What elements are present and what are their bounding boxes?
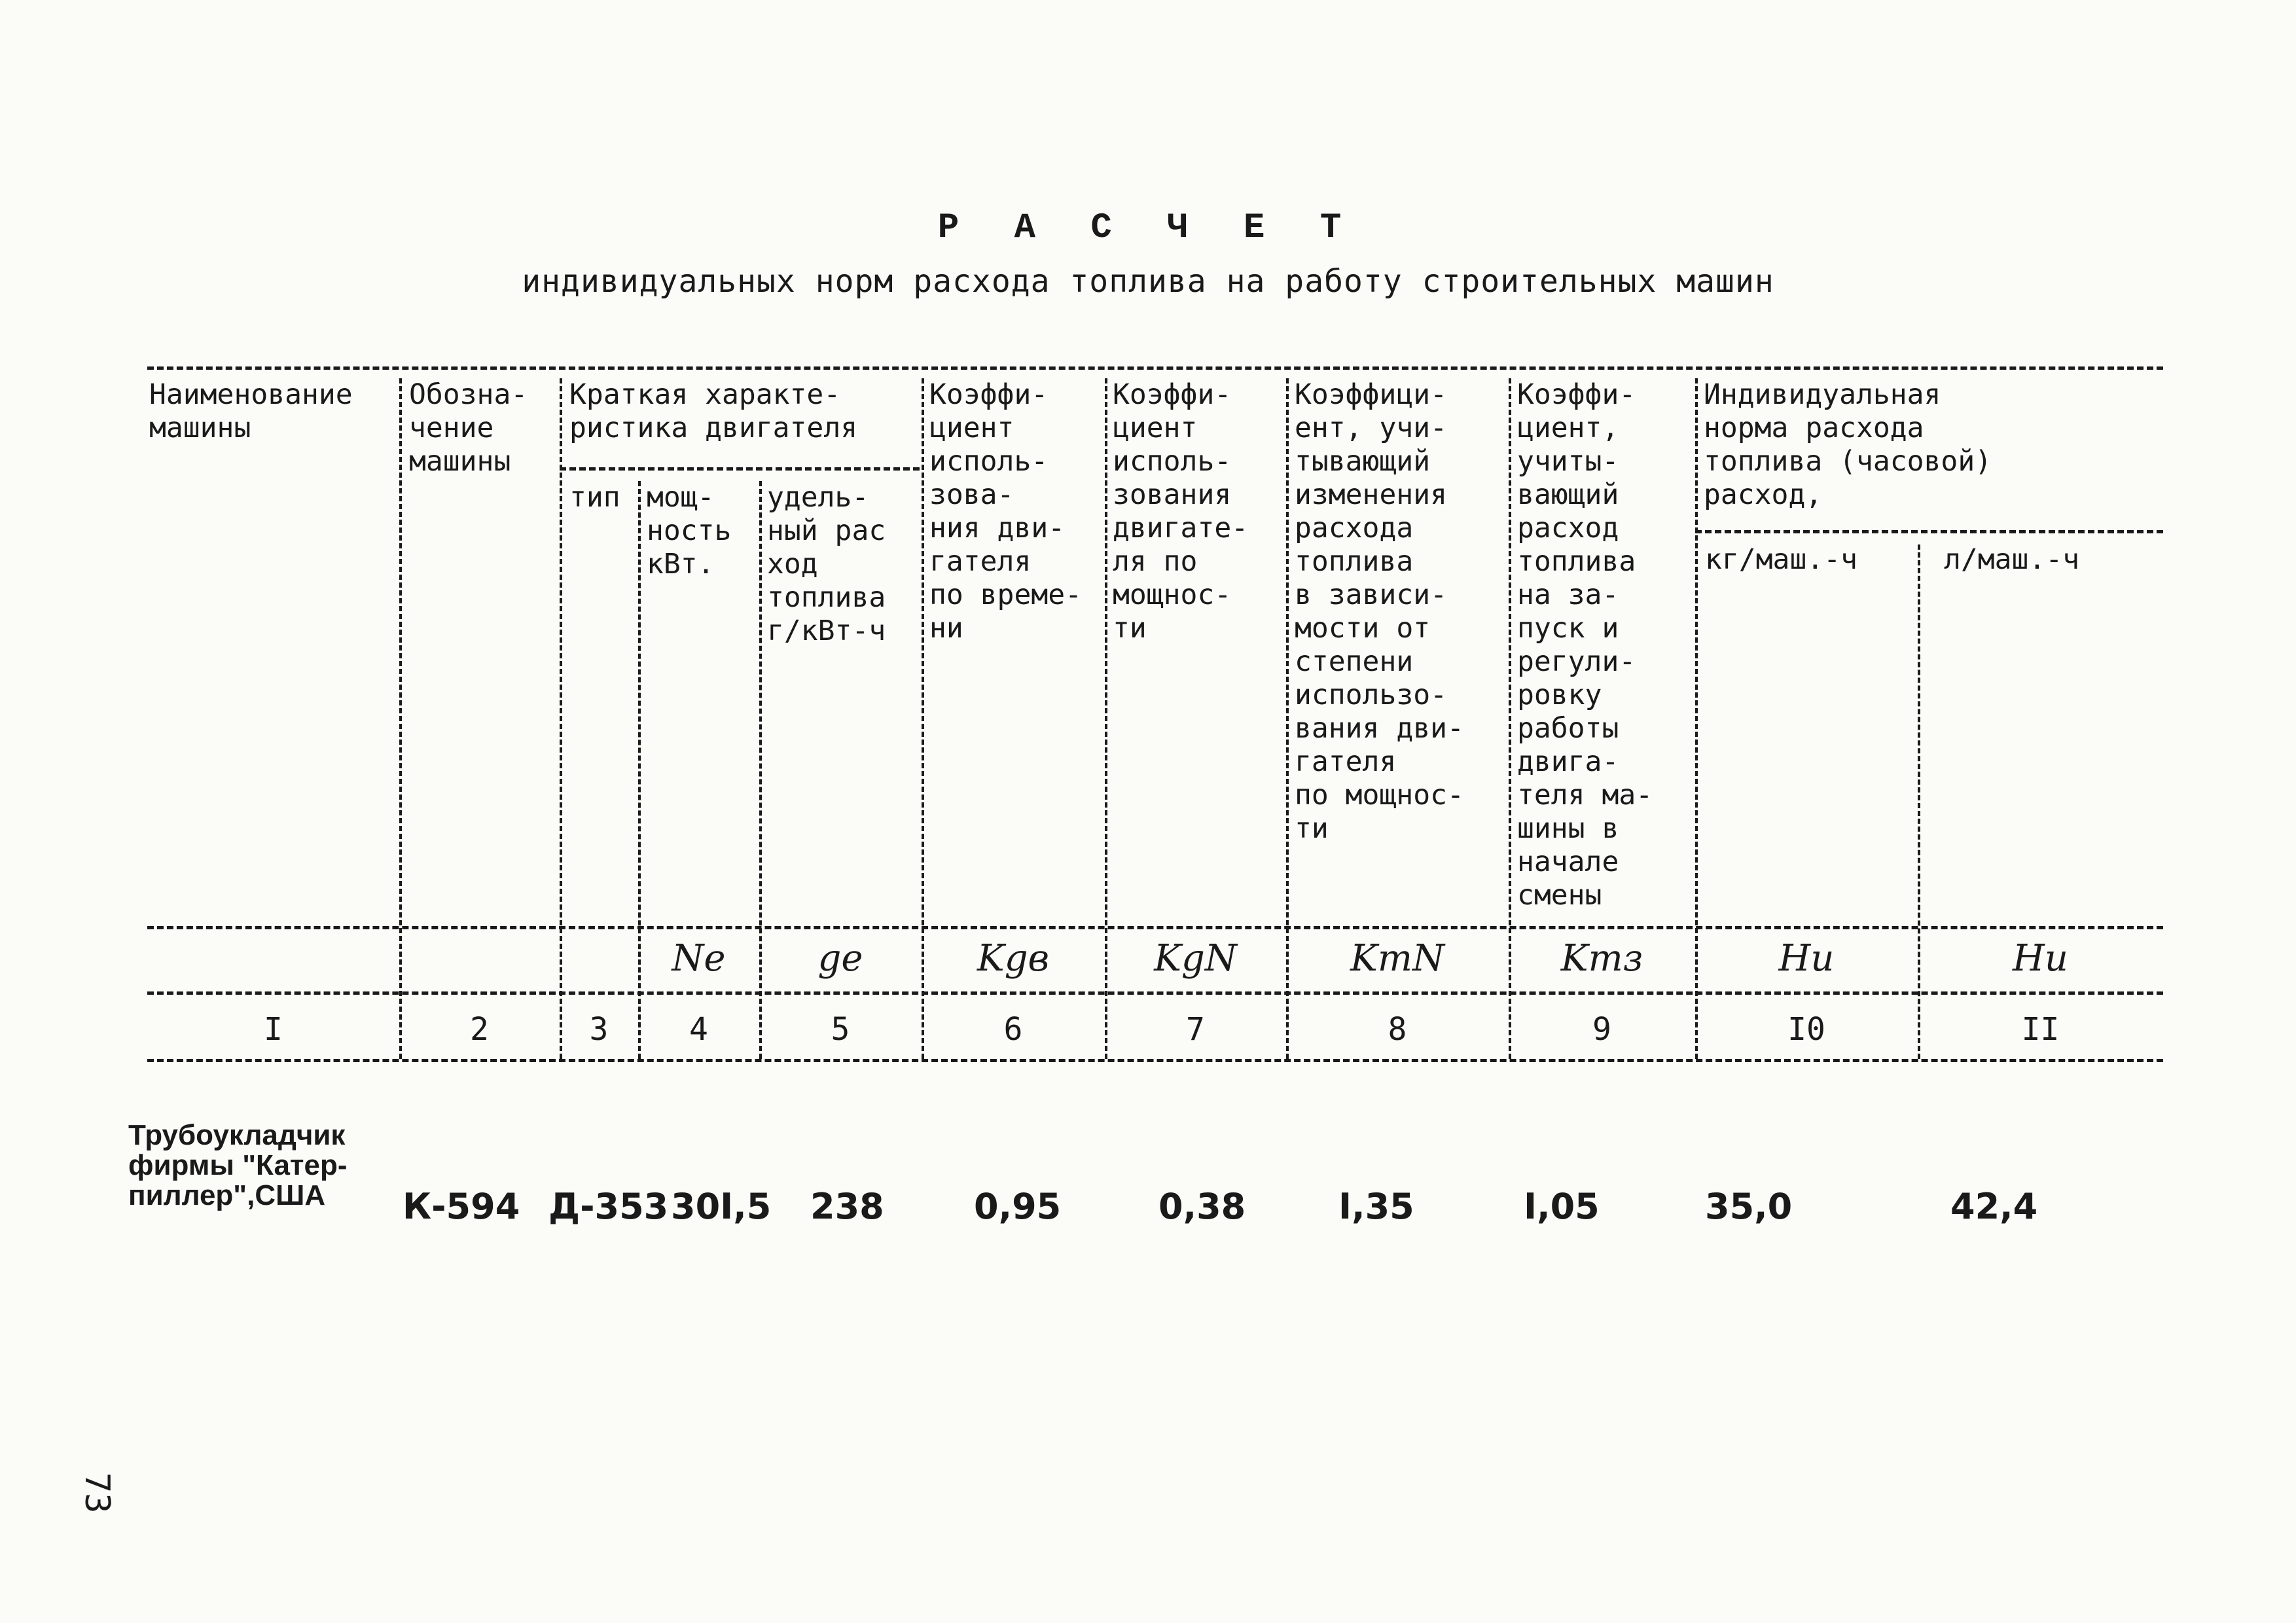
header-norm-group: Индивидуальная норма расхода топлива (часовой) расход, [1704,378,1992,511]
engine-group-rule [560,467,920,471]
column-number: 5 [831,1011,850,1048]
symbol-l: Hи [2013,937,2068,980]
row-designation: К-594 [403,1186,520,1227]
column-number: 9 [1592,1011,1611,1048]
symbol-k-power: KgN [1154,937,1237,980]
row-k-start: I,05 [1524,1186,1600,1227]
row-specific-consumption: 238 [810,1186,884,1227]
numbers-bottom-rule [147,1059,2163,1062]
page-subtitle: индивидуальных норм расхода топлива на работу строительных машин [522,263,1774,300]
table-top-rule [147,366,2163,370]
column-number: 3 [589,1011,609,1048]
symbol-power: Ne [672,937,726,980]
column-divider [560,378,562,1059]
norm-group-rule [1695,530,2163,533]
column-number: 7 [1186,1011,1205,1048]
page-title: Р А С Ч Е Т [937,208,1359,248]
header-k-time: Коэффи- циент исполь- зова- ния дви- гателя по време- ни [929,378,1082,645]
header-power: мощ- ность кВт. [647,481,732,580]
row-l-per-hour: 42,4 [1950,1186,2038,1227]
header-name: Наименование машины [149,378,353,444]
header-k-change: Коэффици- ент, учи- тывающий изменения расхода топлива в зависи- мости от степени использо- вания дви- гателя по мощнос- ти [1295,378,1464,845]
column-number: I [264,1011,283,1048]
symbol-k-change: KтN [1350,937,1444,980]
header-bottom-rule [147,926,2163,929]
symbol-k-time: Kgв [977,937,1050,980]
row-engine-type: Д-353 [548,1186,669,1227]
row-power: 30I,5 [671,1186,772,1227]
column-number: I0 [1787,1011,1825,1048]
symbols-bottom-rule [147,991,2163,995]
column-number: II [2021,1011,2060,1048]
symbol-kg: Hи [1778,937,1835,980]
page-number: 73 [77,1472,117,1514]
column-number: 8 [1388,1011,1407,1048]
column-divider [1918,544,1920,1059]
header-type: тип [569,481,620,514]
row-k-power: 0,38 [1158,1186,1246,1227]
row-k-time: 0,95 [974,1186,1062,1227]
header-k-power: Коэффи- циент исполь- зования двигате- ля по мощнос- ти [1113,378,1249,645]
header-engine-group: Краткая характе- ристика двигателя [569,378,858,444]
header-designation: Обозна- чение машины [409,378,528,478]
symbol-k-start: Kтз [1560,937,1643,980]
symbol-specific: ge [817,937,863,980]
row-kg-per-hour: 35,0 [1705,1186,1793,1227]
column-number: 4 [689,1011,708,1048]
header-kg: кг/маш.-ч [1705,543,1857,576]
header-specific-consumption: удель- ный рас ход топлива г/кВт-ч [767,481,886,647]
row-k-change: I,35 [1338,1186,1414,1227]
column-divider [399,378,402,1059]
column-number: 6 [1003,1011,1023,1048]
column-number: 2 [470,1011,489,1048]
header-l: л/маш.-ч [1944,543,2080,576]
header-k-start: Коэффи- циент, учиты- вающий расход топлива на за- пуск и регули- ровку работы двига- теля ма- шины в начале смены [1517,378,1653,912]
row-machine-name: Трубоукладчик фирмы "Катер- пиллер",США [128,1119,348,1211]
